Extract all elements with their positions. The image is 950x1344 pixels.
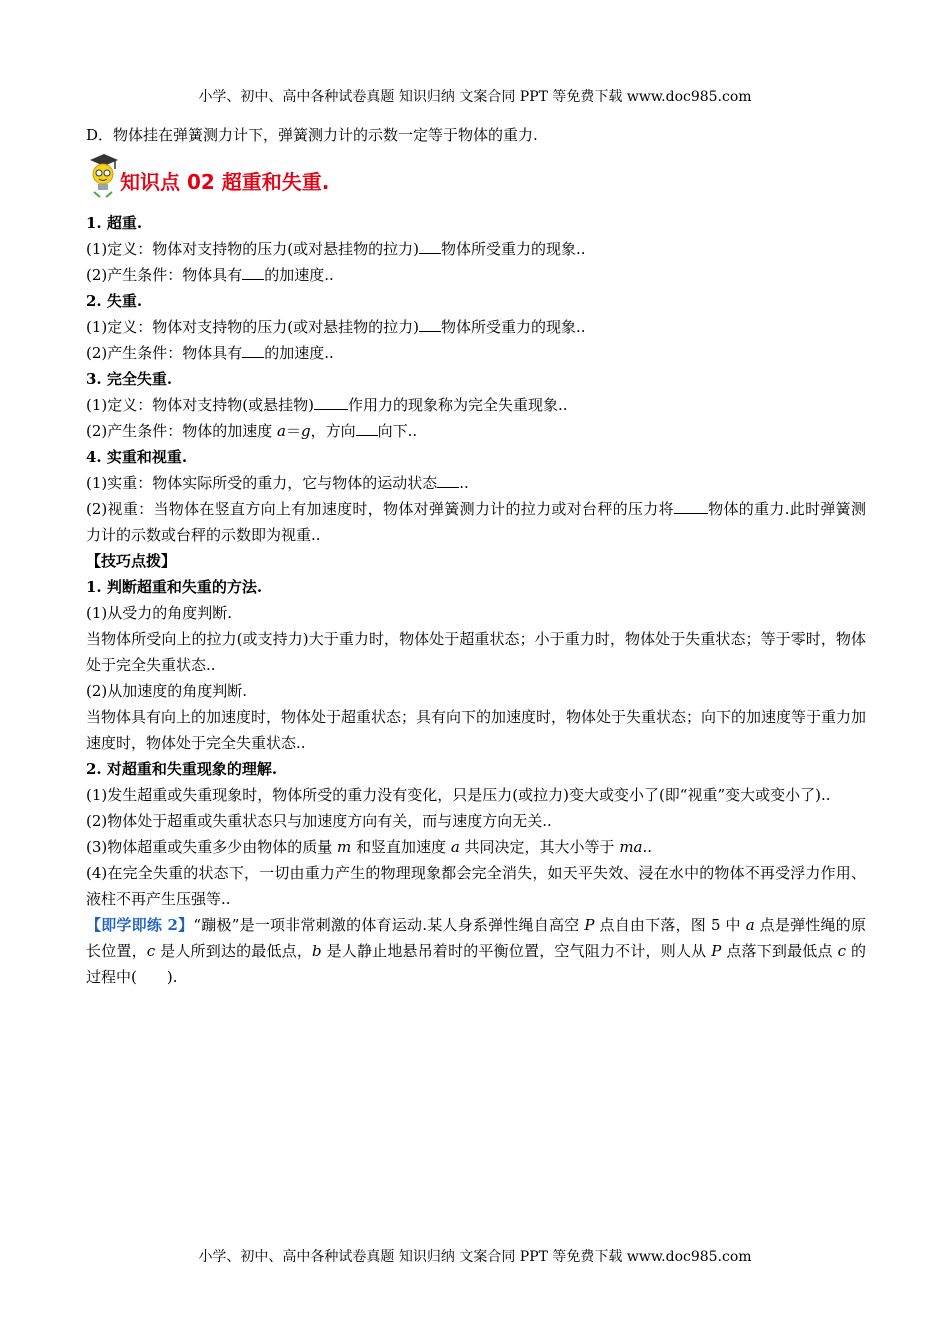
document-body: [86, 122, 866, 990]
t2-title: 2. 对超重和失重现象的理解.: [86, 760, 278, 778]
text: ，方向: [310, 422, 356, 440]
text: 的过程中( ).: [86, 942, 866, 986]
text: ..: [459, 474, 469, 492]
section-heading: [86, 152, 866, 202]
t1-l1: (1)从受力的角度判断.: [86, 604, 233, 622]
s4-real-weight: [86, 470, 866, 496]
t2-l1: (1)发生超重或失重现象时，物体所受的重力没有变化，只是压力(或拉力)变大或变小了(即“视重”变大或变小了)..: [86, 786, 831, 804]
page-footer: 小学、初中、高中各种试卷真题 知识归纳 文案合同 PPT 等免费下载 www.doc985.com: [198, 1249, 752, 1265]
s4-title: 4. 实重和视重.: [86, 448, 188, 466]
text: 物体的重力.此时弹簧测力计的示数或台秤的示数即为视重..: [86, 500, 866, 544]
fill-blank: [419, 317, 441, 332]
text: (2)产生条件：物体具有: [86, 344, 243, 362]
text: “蹦极”是一项非常刺激的体育运动.某人身系弹性绳自高空: [193, 916, 585, 934]
s2-definition: [86, 314, 866, 340]
exercise: [86, 912, 866, 990]
section-title: 知识点 02 超重和失重.: [120, 170, 330, 194]
text: (1)定义：物体对支持物的压力(或对悬挂物的拉力): [86, 240, 419, 258]
text: 共同决定，其大小等于: [459, 838, 620, 856]
var-a: a: [450, 838, 460, 856]
text: (1)定义：物体对支持物的压力(或对悬挂物的拉力): [86, 318, 419, 336]
var-c: c: [837, 942, 847, 960]
s1-definition: [86, 236, 866, 262]
fill-blank: [242, 265, 264, 280]
fill-blank: [674, 499, 708, 514]
var-b: b: [312, 942, 322, 960]
text: 是人所到达的最低点，: [155, 942, 313, 960]
option-d: D．物体挂在弹簧测力计下，弹簧测力计的示数一定等于物体的重力.: [86, 126, 538, 144]
t2-l4: (4)在完全失重的状态下，一切由重力产生的物理现象都会完全消失，如天平失效、浸在水中的物体不再受浮力作用、液柱不再产生压强等..: [86, 864, 866, 908]
s3-definition: [86, 392, 866, 418]
text: (2)产生条件：物体的加速度: [86, 422, 278, 440]
text: 点落下到最低点: [721, 942, 838, 960]
text: 点自由下落，图 5 中: [594, 916, 746, 934]
t2-l3: [86, 834, 866, 860]
text: 作用力的现象称为完全失重现象..: [347, 396, 568, 414]
lightbulb-graduate-icon: [86, 152, 120, 200]
fill-blank: [356, 421, 378, 436]
t1-l3: (2)从加速度的角度判断.: [86, 682, 248, 700]
fill-blank: [437, 473, 459, 488]
s3-title: 3. 完全失重.: [86, 370, 173, 388]
var-c: c: [146, 942, 156, 960]
s2-condition: [86, 340, 866, 366]
s2-title: 2. 失重.: [86, 292, 143, 310]
text: (2)产生条件：物体具有: [86, 266, 243, 284]
text: (2)视重：当物体在竖直方向上有加速度时，物体对弹簧测力计的拉力或对台秤的压力将: [86, 500, 674, 518]
t1-l2: 当物体所受向上的拉力(或支持力)大于重力时，物体处于超重状态；小于重力时，物体处于失重状态；等于零时，物体处于完全失重状态..: [86, 630, 866, 674]
text: 向下..: [377, 422, 418, 440]
fill-blank: [314, 395, 348, 410]
var-a: a: [745, 916, 755, 934]
fill-blank: [419, 239, 441, 254]
var-ma: ma: [619, 838, 643, 856]
text: 是人静止地悬吊着时的平衡位置，空气阻力不计，则人从: [321, 942, 712, 960]
t2-l2: (2)物体处于超重或失重状态只与加速度方向有关，而与速度方向无关..: [86, 812, 552, 830]
text: (1)定义：物体对支持物(或悬挂物): [86, 396, 314, 414]
var-g: g: [301, 422, 311, 440]
var-a: a: [277, 422, 286, 440]
text: 物体所受重力的现象..: [440, 318, 586, 336]
text: 和竖直加速度: [351, 838, 451, 856]
exercise-tag: 【即学即练 2】: [86, 916, 194, 934]
text: (1)实重：物体实际所受的重力，它与物体的运动状态: [86, 474, 438, 492]
text: ..: [642, 838, 653, 856]
t1-title: 1. 判断超重和失重的方法.: [86, 578, 263, 596]
var-p: P: [711, 942, 722, 960]
tips-title: 【技巧点拨】: [86, 552, 177, 570]
s3-condition: [86, 418, 866, 444]
text: 的加速度..: [264, 266, 334, 284]
text: 物体所受重力的现象..: [440, 240, 586, 258]
page-header: 小学、初中、高中各种试卷真题 知识归纳 文案合同 PPT 等免费下载 www.doc985.com: [198, 89, 752, 105]
text: ＝: [285, 422, 301, 440]
text: 的加速度..: [264, 344, 334, 362]
text: 点是弹性绳的原长位置，: [86, 916, 866, 960]
s1-title: 1. 超重.: [86, 214, 143, 232]
var-m: m: [337, 838, 352, 856]
t1-l4: 当物体具有向上的加速度时，物体处于超重状态；具有向下的加速度时，物体处于失重状态；向下的加速度等于重力加速度时，物体处于完全失重状态..: [86, 708, 867, 752]
s4-apparent-weight: [86, 496, 866, 548]
fill-blank: [242, 343, 264, 358]
s1-condition: [86, 262, 866, 288]
text: (3)物体超重或失重多少由物体的质量: [86, 838, 338, 856]
var-p: P: [584, 916, 595, 934]
